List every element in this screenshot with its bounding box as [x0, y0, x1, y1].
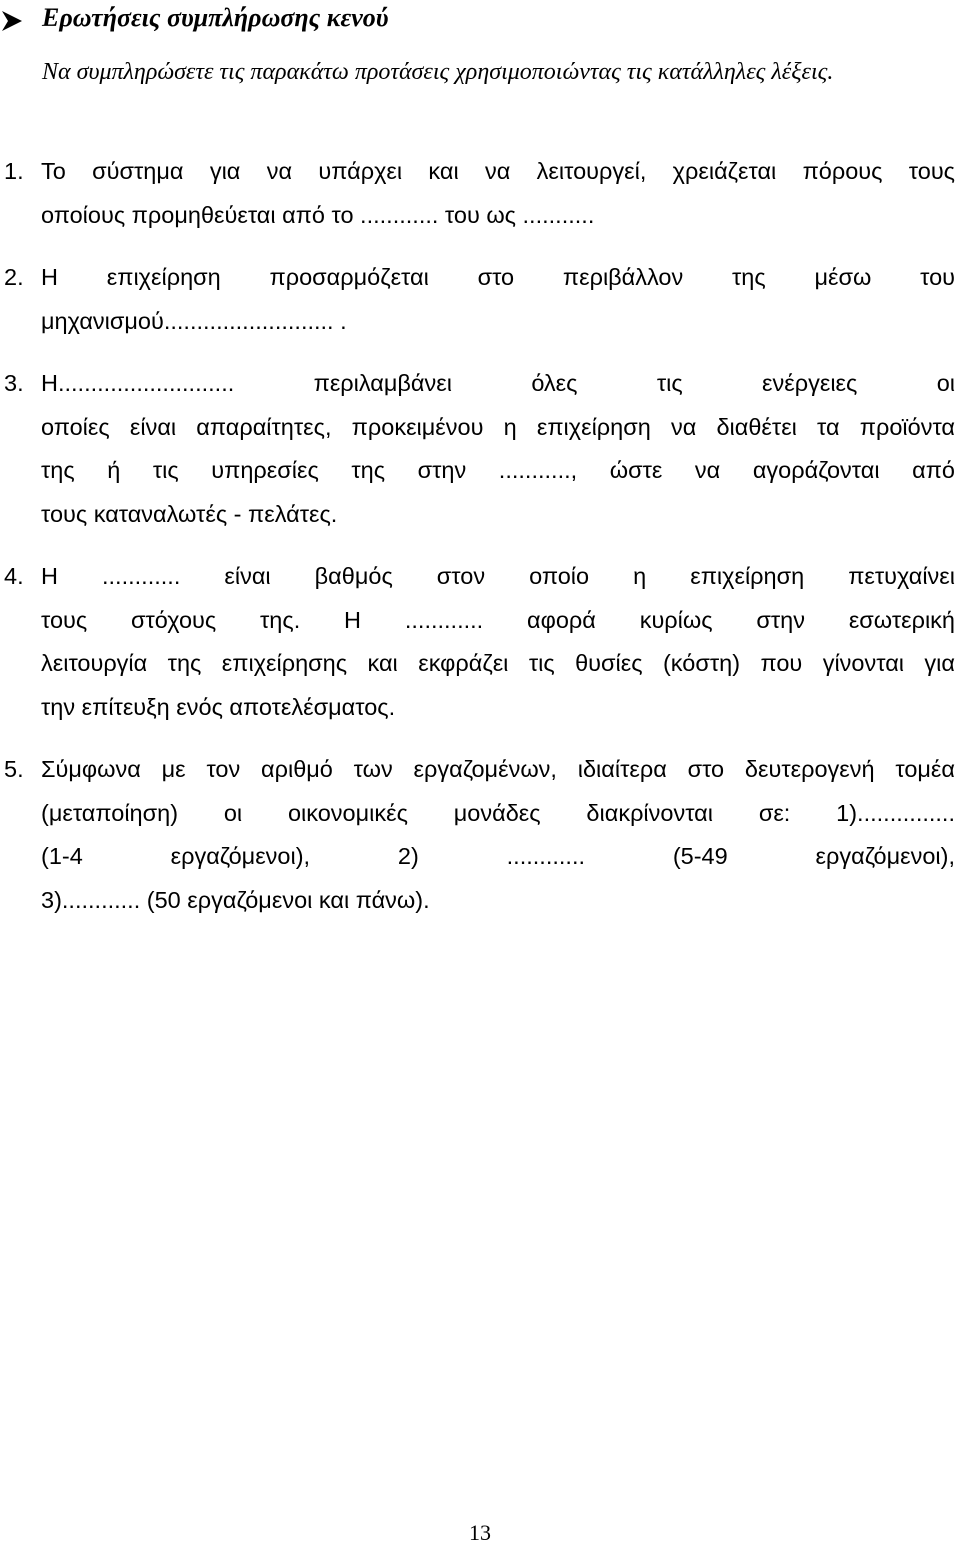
question-text: Η επιχείρηση προσαρμόζεται στο περιβάλλον της μέσω του — [41, 264, 955, 290]
question-4 — [0, 555, 955, 729]
question-line — [0, 555, 955, 599]
question-number: 5. — [4, 756, 24, 782]
question-line: οποίους προμηθεύεται από το ............ του ως ........... — [41, 201, 595, 228]
arrowhead-bullet-icon — [0, 9, 24, 33]
question-line: 3)............ (50 εργαζόμενοι και πάνω). — [41, 886, 430, 913]
question-3 — [0, 362, 955, 536]
question-text: Σύμφωνα με τον αριθμό των εργαζομένων, ιδιαίτερα στο δευτερογενή τομέα — [41, 756, 955, 782]
question-line: (μεταποίηση) οι οικονομικές μονάδες διακρίνονται σε: 1)............... — [41, 799, 955, 826]
question-line: (1-4 εργαζόμενοι), 2) ............ (5-49 εργαζόμενοι), — [41, 843, 955, 869]
question-1 — [0, 150, 955, 237]
question-line: τους στόχους της. Η ............ αφορά κυρίως στην εσωτερική — [41, 606, 955, 633]
question-line: της ή τις υπηρεσίες της στην ..........., ώστε να αγοράζονται από — [41, 457, 955, 483]
question-line: τους καταναλωτές - πελάτες. — [41, 500, 338, 527]
question-number: 1. — [4, 158, 24, 184]
question-2 — [0, 256, 955, 343]
question-line — [0, 256, 955, 300]
question-text: Η ............ είναι βαθμός στον οποίο η επιχείρηση πετυχαίνει — [41, 563, 955, 589]
question-number: 4. — [4, 563, 24, 589]
instructions-text: Να συμπληρώσετε τις παρακάτω προτάσεις χρησιμοποιώντας τις κατάλληλες λέξεις. — [42, 59, 834, 85]
question-text: Η........................... περιλαμβάνει όλες τις ενέργειες οι — [41, 370, 955, 396]
section-heading: Ερωτήσεις συμπλήρωσης κενού — [42, 3, 389, 32]
question-line: οποίες είναι απαραίτητες, προκειμένου η επιχείρηση να διαθέτει τα προϊόντα — [41, 413, 955, 440]
section-header — [0, 0, 960, 40]
question-line: λειτουργία της επιχείρησης και εκφράζει τις θυσίες (κόστη) που γίνονται για — [41, 650, 955, 676]
question-number: 3. — [4, 370, 24, 396]
question-text: Το σύστημα για να υπάρχει και να λειτουργεί, χρειάζεται πόρους τους — [41, 158, 955, 184]
question-line — [0, 748, 955, 792]
question-line — [0, 362, 955, 406]
question-5 — [0, 748, 955, 922]
question-line: την επίτευξη ενός αποτελέσματος. — [41, 693, 396, 720]
question-line — [0, 150, 955, 194]
page-number: 13 — [469, 1520, 491, 1545]
question-number: 2. — [4, 264, 24, 290]
question-line: μηχανισμού.......................... . — [41, 307, 347, 334]
